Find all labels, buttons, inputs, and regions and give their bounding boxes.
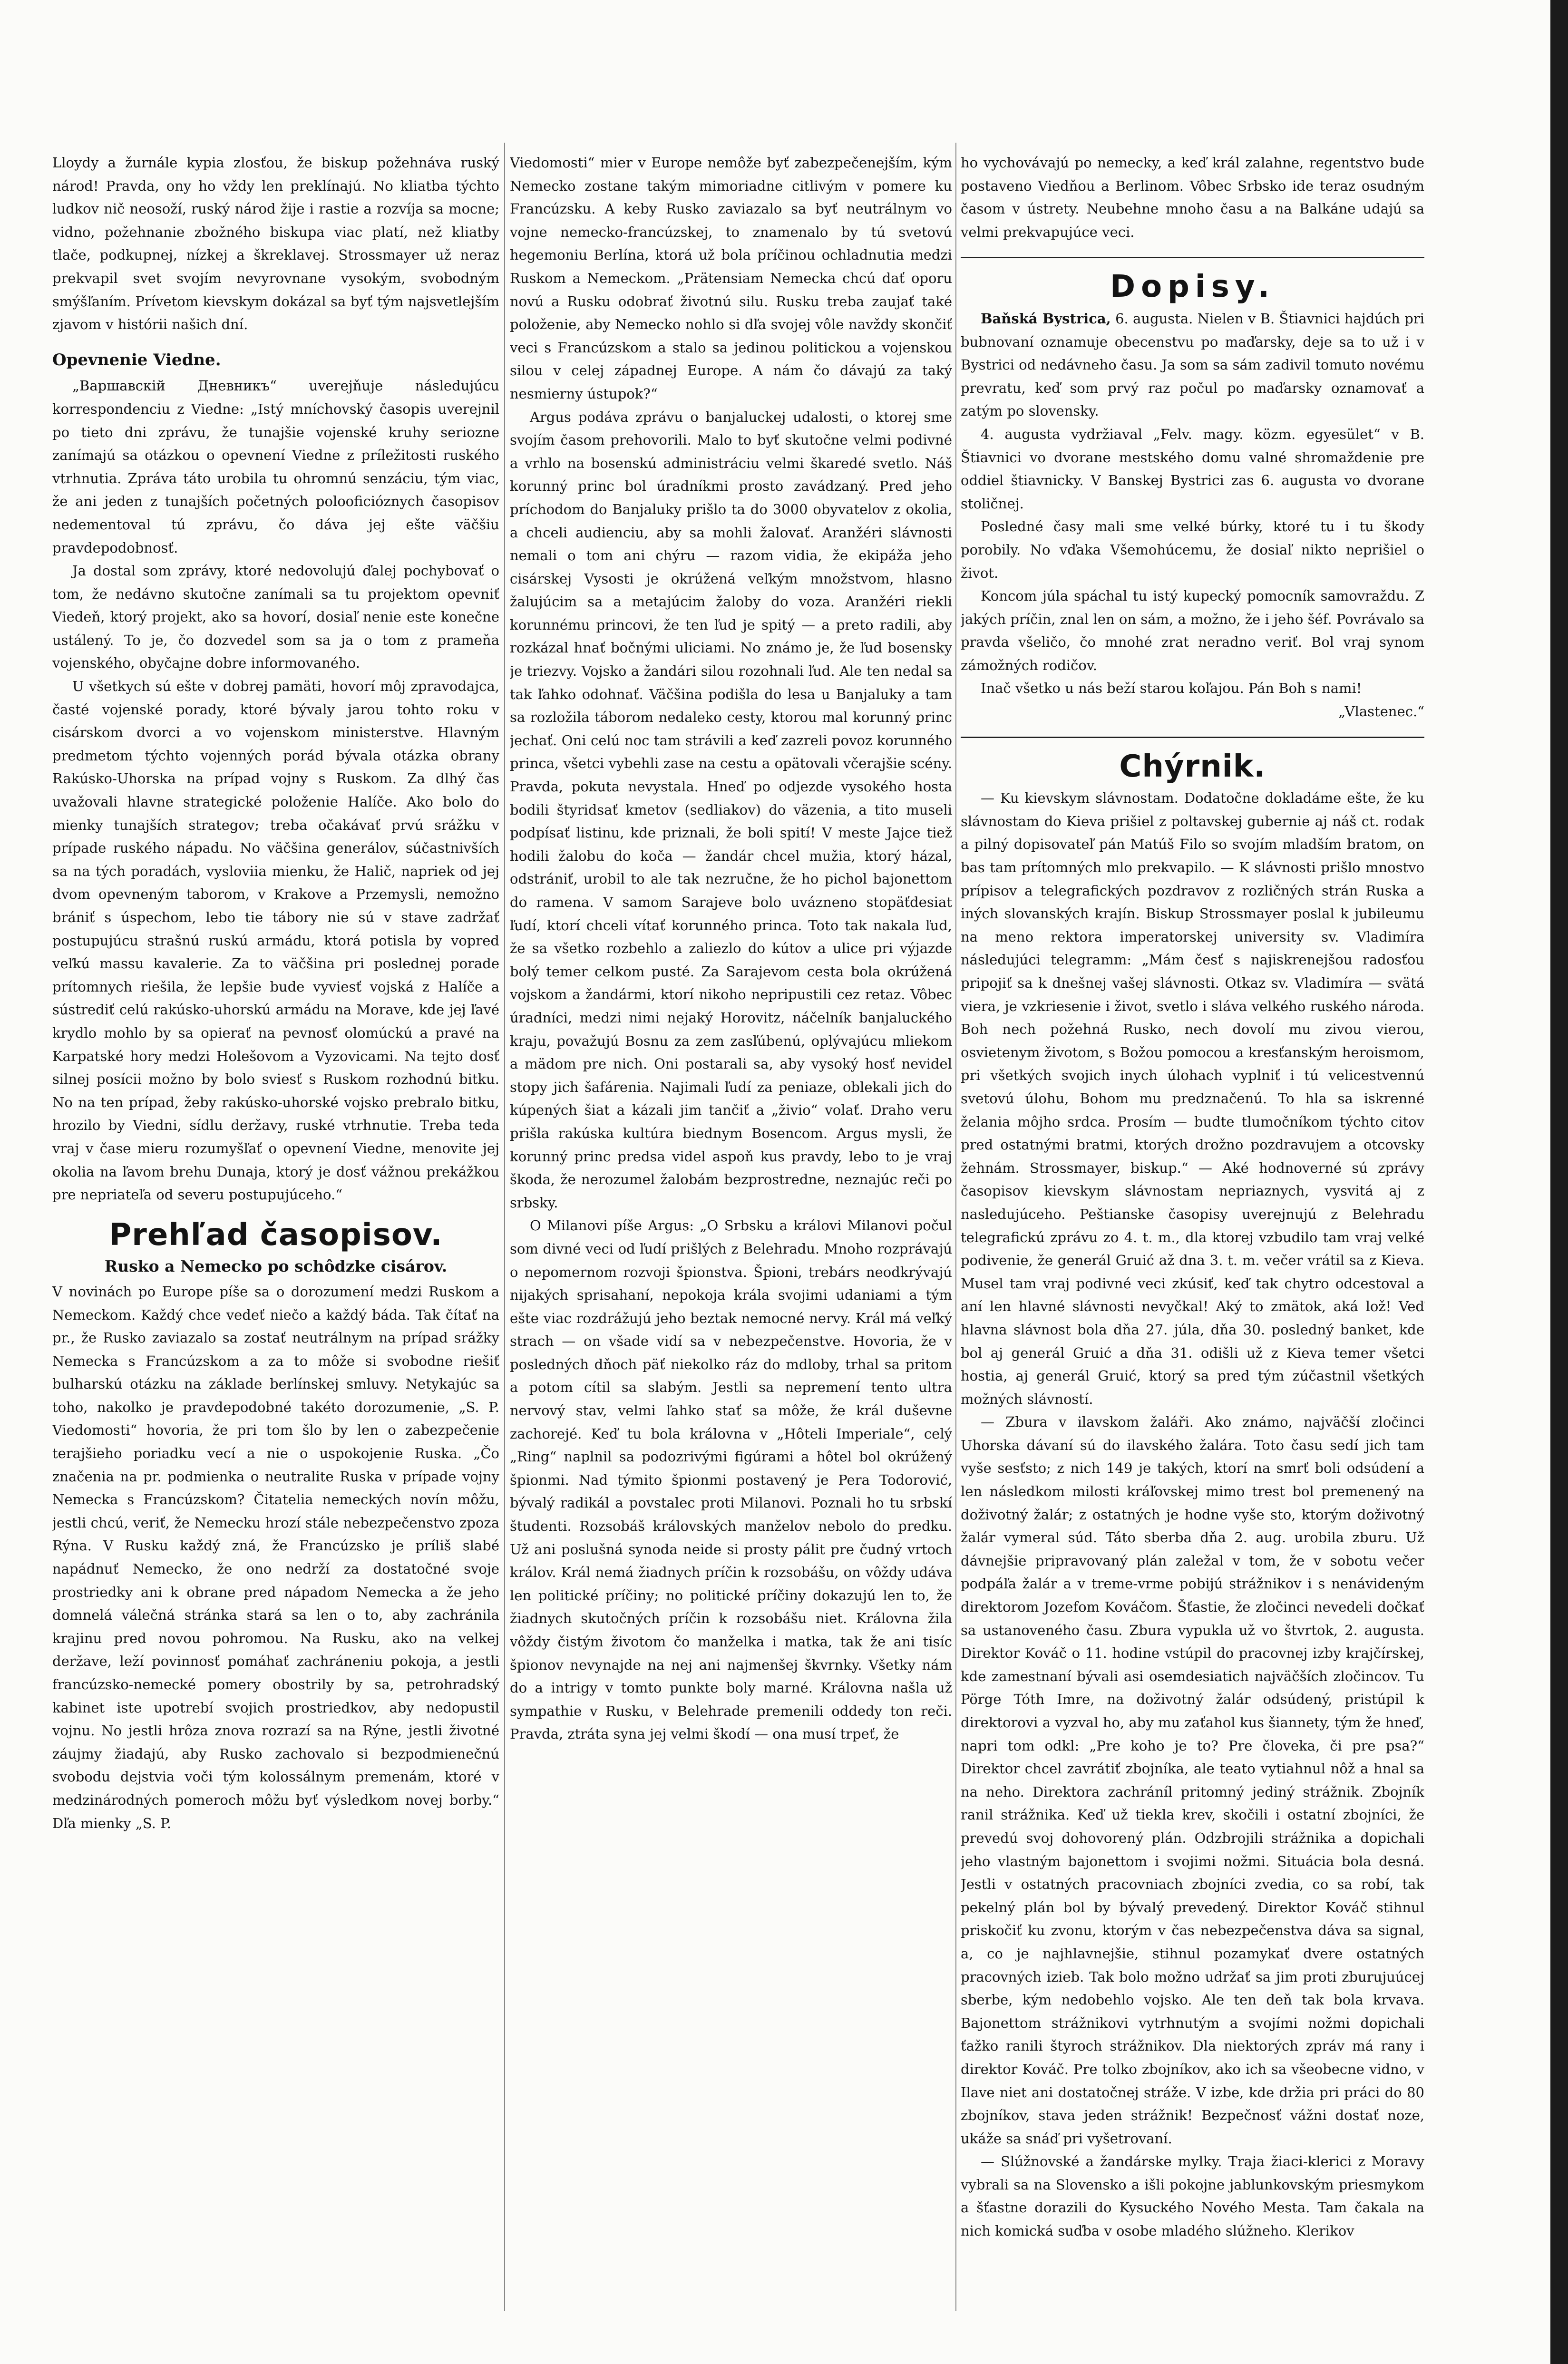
column-2 [510, 151, 952, 2320]
paragraph: — Ku kievskym slávnostam. Dodatočne dokladáme ešte, že ku slávnostam do Kieva prišiel z poltavskej gubernie aj náš ct. rodak a pilný dopisovateľ pán Matúš Filo so svojím mladším bratom, on bas tam prítomných mlo prekvapilo. — K slávnosti prišlo mnostvo prípisov a telegrafických pozdravov z rozličných strán Ruska a iných slovanských krajín. Biskup Strossmayer poslal k jubileumu na meno rektora imperatorskej university sv. Vladimíra následujúci telegramm: „Mám česť s najiskrenejšou radosťou pripojiť sa k dnešnej vašej slávnosti. Otkaz sv. Vladimíra — svätá viera, je vzkriesenie i život, svetlo i sláva velkého ruského národa. Boh nech požehná Rusko, nech dovolí mu zivou vierou, osvietenym životom, s Božou pomocou a kresťanským heroismom, pri všetkých svojich inych úlohach vyplniť i tú velicestvennú svetovú úlohu, Bohom mu predznačenú. To hla sa iskrenné želania môjho srdca. Prosím — budte tlumočníkom týchto citov pred ostatnými bratmi, ktorých drožno pozdravujem a otcovsky žehnám. Strossmayer, biskup.“ — Aké hodnoverné sú zprávy časopisov kievskym slávnostam nepriaznych, vysvitá aj z nasledujúceho. Peštianske časopisy uverejnujú z Belehradu telegrafickú zprávu zo 4. t. m., dla ktorej vzbudilo tam vraj velké podivenie, že generál Gruić až dna 3. t. m. večer vrátil sa z Kieva. Musel tam vraj podivné veci zkúsiť, keď tak chytro odcestoval a aní len hlavné slávnosti nevyčkal! Aký to zmätok, aká lož! Veď hlavna slávnost bola dňa 27. júla, dňa 30. posledný banket, kde bol aj generál Gruić a dňa 31. odišli už z Kieva temer všetci hostia, aj generál Gruić, ktorý sa pred tým zúčastnil všetkých možných slávností. [961, 790, 1424, 1407]
paragraph: Koncom júla spáchal tu istý kupecký pomocník samovraždu. Z jakých príčin, znal len on sám, a možno, že i jeho šéf. Povrávalo sa pravda všeličo, čo mnohé zrat neradno veriť. Bol vraj synom zámožných rodičov. [961, 588, 1424, 673]
paragraph: V novinách po Europe píše sa o dorozumení medzi Ruskom a Nemeckom. Každý chce vedeť niečo a každý báda. Tak čítať na pr., že Rusko zaviazalo sa zostať neutrálnym na prípad srážky Nemecka s Francúzskom a za to môže si svobodne riešiť bulharskú otázku na základe berlínskej smluvy. Netykajúc sa toho, nakolko je pravdepodobné takéto dorozumenie, „S. P. Viedomosti“ hovoria, že pri tom šlo by len o zabezpečenie terajšieho poriadku vecí a nie o uspokojenie Ruska. „Čo značenia na pr. podmienka o neutralite Ruska v prípade vojny Nemecka s Francúzskom? Čitatelia nemeckých novín môžu, jestli chcú, veriť, že Nemecku hrozí stále nebezpečenstvo zpoza Rýna. V Rusku každý zná, že Francúzsko je príliš slabé napádnuť Nemecko, že ono nedrží za dostatočné svoje prostriedky ani k obrane pred nápadom Nemecka a že jeho domnelá válečná stránka stará sa len o to, aby zachránila krajinu pred novou pohromou. Na Rusku, ako na velkej deržave, leží povinnosť pomáhať zachráneniu pokoja, a jestli francúzsko-nemecké pomery obostrily by sa, petrohradský kabinet iste upotrebí svojich prostriedkov, aby nedopustil vojnu. No jestli hrôza znova rozrazí sa na Rýne, jestli životné záujmy žiadajú, aby Rusko zachovalo si bezpodmienečnú svobodu dejstvia voči tým kolossálnym premenám, ktoré v medzinárodných pomeroch môžu byť výsledkom novej borby.“ Dľa mienky „S. P. [52, 1283, 499, 1831]
paragraph: 4. augusta vydržiaval „Felv. magy. közm. egyesület“ v B. Štiavnici vo dvorane mestského domu valné shromaždenie pre oddiel štiavnicky. V Banskej Bystrici zas 6. augusta vo dvorane stoličnej. [961, 426, 1424, 512]
paragraph: Inač všetko u nás beží starou koľajou. Pán Boh s nami! [981, 680, 1362, 697]
paragraph: Argus podáva zprávu o banjaluckej udalosti, o ktorej sme svojím časom prehovorili. Malo to byť skutočne velmi podivné a vrhlo na bosenskú administráciu velmi škaredé svetlo. Náš korunný princ bol úradníkmi prosto zavádzaný. Pred jeho príchodom do Banjaluky prišlo ta do 3000 obyvatelov z okolia, a chceli audienciu, aby sa mohli žalovať. Aranžéri slávnosti nemali o tom ani chýru — razom vidia, že ekipáža jeho cisárskej Vysosti je okrúžená veľkým množstvom, hlasno žalujúcim sa a metajúcim žaloby do voza. Aranžéri riekli korunnému princovi, že ten ľud je spitý — a preto radili, aby rozkázal hnať bočnými uliciami. No známo je, že ľud bosensky je triezvy. Vojsko a žandári silou rozohnali ľud. Ale ten nedal sa tak ľahko odohnať. Väčšina podišla do lesa u Banjaluky a tam sa rozložila táborom nedaleko cesty, ktorou mal korunný princ jechať. Oni celú noc tam strávili a keď zazreli povoz korunného princa, všetci vybehli zase na cestu a opätovali včerajšie scény. Pravda, pokuta nevystala. Hneď po odjezde vysokého hosta bodili štyridsať kmetov (sedliakov) do väzenia, a tito museli podpísať listinu, kde priznali, že boli spití! V meste Jajce tiež hodili žalobu do koča — žandár chcel mužia, ktorý házal, odstrániť, urobil to ale tak nezručne, že ho pichol bajonettom do ramena. V samom Sarajeve bolo uvázneno stopäťdesiat ľudí, ktorí chceli vítať korunného princa. Toto tak nakala ľud, že sa všetko rozbehlo a zaliezlo do kútov a ulice pri výjazde bolý temer celkom pusté. Za Sarajevom cesta bola okrúžená vojskom a žandármi, ktorí nikoho nepripustili cez retaz. Vôbec úradníci, medzi nimi nejaký Horovitz, náčelník banjaluckého kraju, považujú Bosnu za zem zasľúbenú, oplývajúcu mliekom a mädom pre nich. Oni postarali sa, aby vysoký hosť nevidel stopy jich šafárenia. Najimali ľudí za peniaze, oblekali jich do kúpených šiat a kázali jim tančiť a „živio“ volať. Draho veru prišla rakúska kultúra biednym Bosencom. Argus mysli, že korunný princ predsa videl aspoň kus pravdy, lebo to je vraj škoda, že nerozumel žalobám bezprostredne, neznajúc reči po srbsky. [510, 409, 952, 1211]
paragraph: — Slúžnovské a žandárske mylky. Traja žiaci-klerici z Moravy vybrali sa na Slovensko a išli pokojne jablunkovským priesmykom a šťastne dorazili do Kysuckého Nového Mesta. Tam čakala na nich komická suďba v osobe mladého slúžneho. Klerikov [961, 2153, 1424, 2239]
section-title: Dopisy. [1110, 269, 1276, 305]
paragraph: ho vychovávajú po nemecky, a keď král zalahne, regentstvo bude postaveno Viedňou a Berlinom. Vôbec Srbsko ide teraz osudným časom v ústrety. Neubehne mnoho času a na Balkáne udajú sa velmi prekvapujúce veci. [961, 155, 1424, 240]
column-rule [504, 143, 505, 2311]
paragraph: Posledné časy mali sme velké búrky, ktoré tu i tu škody porobily. No vďaka Všemohúcemu, že dosiaľ nikto neprišiel o život. [961, 518, 1424, 581]
divider [961, 257, 1424, 258]
section-title: Chýrnik. [1119, 749, 1266, 784]
column-rule [955, 143, 956, 2311]
column-3 [961, 151, 1424, 2320]
paragraph: U všetkych sú ešte v dobrej pamäti, hovorí môj zpravodajca, časté vojenské porady, ktoré bývaly jarou tohto roku v cisárskom dvorci a vo vojenskom ministerstve. Hlavným predmetom týchto vojenných porád bývala otázka obrany Rakúsko-Uhorska na prípad vojny s Ruskom. Za dlhý čas uvažovali hlavne strategické položenie Halíče. Ako bolo do mienky tunajších strategov; treba očakávať prvú srážku v prípade ruského nápadu. No väčšina generálov, súčastnivších sa na tých poradách, vysloviia mienku, že Halič, napriek od jej dvom opevneným taborom, v Krakove a Przemysli, nemožno brániť s úspechom, lebo tie tábory nie sú v stave zadržať postupujúcu strašnú ruskú armádu, ktorá potisla by vopred veľkú massu kavalerie. Za to väčšina pri poslednej porade prítomnych riešila, že lepšie bude vyviesť vojská z Halíče a sústrediť celú rakúsko-uhorskú armádu na Morave, kde jej ľavé krydlo mohlo by sa opierať na pevnosť olomúckú a pravé na Karpatské hory medzi Holešovom a Vyzovicami. Na tejto dosť silnej posícii možno by bolo sviesť s Ruskom rozhodnú bitku. No na ten prípad, žeby rakúsko-uhorské vojsko prebralo bitku, hrozilo by Viedni, sídlu deržavy, ruské vtrhnutie. Treba teda vraj v čase mieru rozumyšľať o opevnení Viedne, menovite jej okolia na ľavom brehu Dunaja, ktorý je dosť vážnou prekážkou pre nepriateľa od severu postupujúceho.“ [52, 678, 499, 1203]
paragraph: „Варшавскій Дневникъ“ uverejňuje následujúcu korrespondenciu z Viedne: „Istý mníchovský časopis uverejnil po tieto dni zprávu, že tunajšie vojenské kruhy seriozne zanímajú sa otázkou o opevnení Viedne z príležitosti ruského vtrhnutia. Zpráva táto urobila tu ohromnú senzáciu, tým viac, že ani jeden z tunajších početných polooficióznych časopisov nedementoval tú zprávu, čo dáva jej ešte väčšiu pravdepodobnosť. [52, 378, 499, 556]
paragraph: O Milanovi píše Argus: „O Srbsku a královi Milanovi počul som divné veci od ľudí prišlých z Belehradu. Mnoho rozprávajú o nepomernom rozvoji špionstva. Špioni, trebárs neodkrývajú nijakých sprisahaní, nepokoja krála svojimi udaniami a tým ešte viac rozdrážujú jeho beztak nemocné nervy. Král má veľký strach — on všade vidí sa v nebezpečenstve. Hovoria, že v posledných dňoch päť niekolko ráz do mdloby, trhal sa pritom a potom cítil sa slabým. Jestli sa nepremení tento ultra nervový stav, velmi ľahko stať sa môže, že král duševne zachorejé. Keď tu bola královna v „Hôteli Imperiale“, celý „Ring“ naplnil sa podozrivými figúrami a hôtel bol okrúžený špionmi. Nad týmito špionmi postavený je Pera Todorović, bývalý radikál a povstalec proti Milanovi. Poznali ho tu srbskí študenti. Rozsobáš královských manželov nebolo do predku. Už ani poslušná synoda neide si prosty pálit pre čudný vrtoch králov. Král nemá žiadnych príčin k rozsobášu, on vôždy udáva len politické príčiny; no politické príčiny dokazujú len to, že žiadnych skutočných príčin k rozsobášu niet. Královna žila vôždy čistým životom čo manželka i matka, tak že ani tisíc špionov nevynajde na nej ani najmenšej škvrnky. Všetky nám do a intrigy v tomto punkte boly marné. Královna našla už sympathie v Rusku, v Belehrade premenili oddedy ton reči. Pravda, ztráta syna jej velmi škodí — ona musí trpeť, že [510, 1217, 952, 1742]
divider [961, 737, 1424, 738]
paragraph-text: 6. augusta. Nielen v B. Štiavnici hajdúch pri bubnovaní oznamuje obecenstvu po maďarsky, deje sa to už i v Bystrici od nedávneho času. Ja som sa sám zadivil tomuto novému prevratu, keď som prvý raz počul po maďarsky oznamovať a zatým po slovensky. [961, 310, 1424, 419]
paragraph: Viedomosti“ mier v Europe nemôže byť zabezpečenejším, kým Nemecko zostane takým mimoriadne citlivým v pomere ku Francúzsku. A keby Rusko zaviazalo sa byť neutrálnym vo vojne nemecko-francúzskej, to znamenalo by tú svetovú hegemoniu Berlína, ktorá už bola príčinou ochladnutia medzi Ruskom a Nemeckom. „Prätensiam Nemecka chcú dať oporu novú a Rusku odobrať životnú silu. Rusku treba zaujať také položenie, aby Nemecko nohlo si dľa svojej vôle navždy skončiť veci s Francúzskom a stalo sa jedinou politickou a vojenskou silou v celej západnej Europe. A nám čo dávajú za taký nesmierny ústupok?“ [510, 155, 952, 402]
paragraph: Lloydy a žurnále kypia zlosťou, že biskup požehnáva ruský národ! Pravda, ony ho vždy len preklínajú. No kliatba týchto ludkov nič neosoží, ruský národ žije i rastie a rozvíja sa mocne; vidno, požehnanie zbožného biskupa viac platí, než kliatby tlače, podkupnej, nízkej a škreklavej. Strossmayer už neraz prekvapil svet svojím nevyrovnane vysokým, svobodným smýšľaním. Prívetom kievskym dokázal sa byť tým najsvetlejším zjavom v histórii našich dní. [52, 155, 499, 333]
section-title: Prehľad časopisov. [109, 1217, 443, 1253]
paragraph: Ja dostal som zprávy, ktoré nedovolujú ďalej pochybovať o tom, že nedávno skutočne zanímali sa tu projektom opevniť Viedeň, ktorý projekt, ako sa hovorí, dosiaľ nenie este konečne ustálený. To je, čo dozvedel som sa ja o tom z prameňa vojenského, obyčajne dobre informovaného. [52, 563, 499, 671]
section-heading: Opevnenie Viedne. [52, 350, 221, 370]
paragraph: — Zbura v ilavskom žaláři. Ako známo, najväčší zločinci Uhorska dávaní sú do ilavského žalára. Toto času sedí jich tam vyše sesťsto; z nich 149 je takých, ktorí na smrť boli odsúdení a len následkom milosti kráľovskej mimo trest bol premenený na doživotný žalár; z ostatných je hodne vyše sto, ktorým doživotný žalár vymeral súd. Táto sberba dňa 2. aug. urobila zburu. Už dávnejšie pripravovaný plán zaležal v tom, že v sobotu večer podpáľa žalár a v treme-vrme pobijú strážnikov i s nenávideným direktorom Jozefom Kováčom. Šťastie, že zločinci nevedeli dočkať sa ustanoveného času. Zbura vypukla už vo štvrtok, 2. augusta. Direktor Kováč o 11. hodine vstúpil do pracovnej izby krajčírskej, kde zamestnaní bývali asi osemdesiatich najväčších zločincov. Tu Pörge Tóth Imre, na doživotný žalár odsúdený, pristúpil k direktorovi a vyzval ho, aby mu zaťahol kus šiannety, tým že hneď, napri tom odkl: „Pre koho je to? Pre človeka, či pre psa?“ Direktor chcel zavrátiť zbojníka, ale teato vytiahnul nôž a hnal sa na neho. Direktora zachráníl pritomný jediný strážnik. Zbojník ranil strážnika. Keď už tiekla krev, skočili i ostatní zbojníci, že prevedú svoj dohovorený plán. Odzbrojili strážnika a dopichali jeho vlastným bajonettom i svojimi nožmi. Situácia bola desná. Jestli v ostatných pracovniach zbojníci zvedia, co sa robí, tak pekelný plán bol by bývalý prevedený. Direktor Kováč stihnul priskočiť ku zvonu, ktorým v čas nebezpečenstva dáva sa signal, a, co je najhlavnejšie, stihnul pozamykať dvere ostatných pracovných izieb. Tak bolo možno udržať sa jim proti zburujuúcej sberbe, kým nedobehlo vojsko. Ale ten deň tak bola krvava. Bajonettom strážnikovi vytrhnutým a svojími nožmi dopichali ťažko ranili štyroch strážnikov. Dla niektorých zpráv má rany i direktor Kováč. Pre tolko zbojníkov, ako ich sa všeobecne vidno, v Ilave niet ani dostatočnej stráže. V izbe, kde držia pri práci do 80 zbojníkov, stava jeden strážnik! Bezpečnosť vážni dostať noze, ukáže sa snáď pri vyšetrovaní. [961, 1414, 1424, 2147]
scan-edge [1550, 0, 1568, 2364]
signature: „Vlastenec.“ [1338, 703, 1424, 720]
dateline: Baňská Bystrica, [981, 310, 1111, 327]
column-1 [52, 151, 499, 2320]
article-heading: Rusko a Nemecko po schôdzke cisárov. [104, 1257, 448, 1276]
